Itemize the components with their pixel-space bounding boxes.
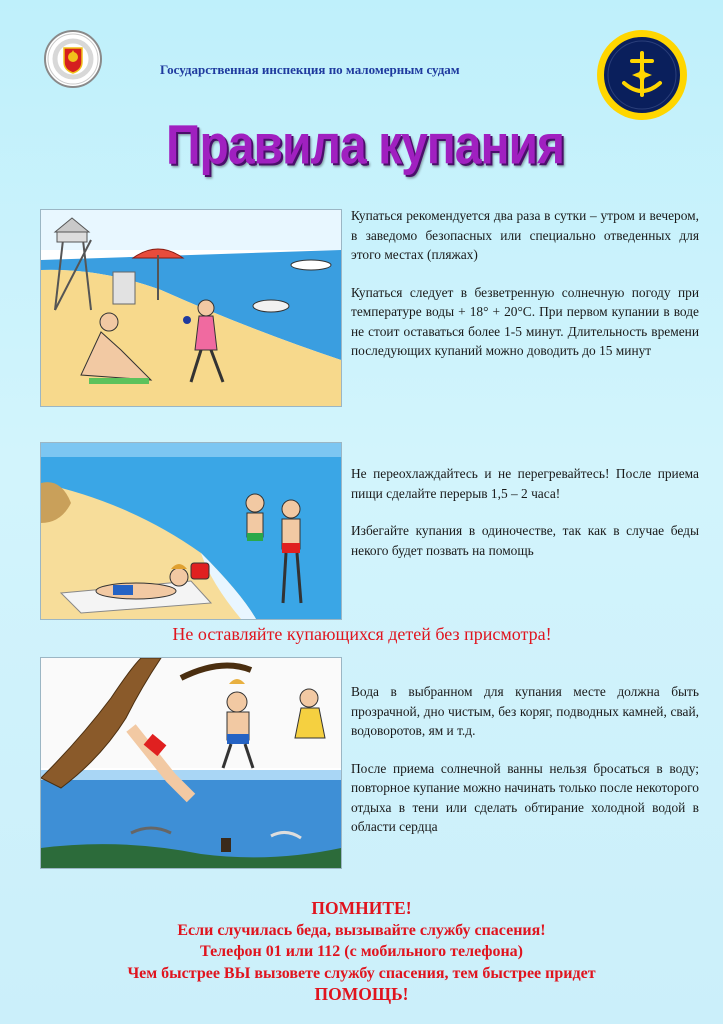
section-3-text xyxy=(351,682,699,837)
page-title: Правила купания xyxy=(166,115,564,176)
section-3-paragraph-1: Вода в выбранном для купания месте должна быть прозрачной, дно чистым, без коряг, подводных камней, свай, водоворотов, ям и т.д. xyxy=(351,684,699,738)
supervision-warning: Не оставляйте купающихся детей без присмотра! xyxy=(172,624,552,644)
footer-remember: ПОМНИТЕ! xyxy=(311,898,412,918)
section-3-paragraph-2: После приема солнечной ванны нельзя бросаться в воду; повторное купание можно начинать только после некоторого отдыха в тени или сделать обтирание холодной водой в области сердца xyxy=(351,760,699,834)
section-2-paragraph-1: Не переохлаждайтесь и не перегревайтесь! После приема пищи сделайте перерыв 1,5 – 2 часа! xyxy=(351,466,699,501)
diving-scene-illustration xyxy=(40,657,342,869)
section-2-text xyxy=(351,464,699,560)
emergency-footer xyxy=(30,898,693,1006)
section-1-paragraph-1: Купаться рекомендуется два раза в сутки – утром и вечером, в заведомо безопасных или специально отведенных для этого местах (пляжах) xyxy=(351,208,699,262)
section-1-text xyxy=(351,206,699,361)
footer-phone-numbers: Телефон 01 или 112 (с мобильного телефона) xyxy=(200,943,523,960)
footer-help: ПОМОЩЬ! xyxy=(314,984,409,1004)
footer-call-rescue: Если случилась беда, вызывайте службу спасения! xyxy=(177,921,546,939)
sunbathing-scene-illustration xyxy=(40,442,342,620)
mchs-emblem-icon xyxy=(44,30,102,88)
section-1-paragraph-2: Купаться следует в безветренную солнечную погоду при температуре воды + 18° + 20°С. При первом купании в воде не стоит оставаться более 1-5 минут. Длительность времени последующих купаний можно доводить до 15 минут xyxy=(351,284,699,358)
section-2-paragraph-2: Избегайте купания в одиночестве, так как в случае беды некого будет позвать на помощь xyxy=(351,523,699,558)
inspection-name: Государственная инспекция по маломерным судам xyxy=(160,62,460,77)
gims-anchor-emblem-icon xyxy=(597,30,687,120)
footer-faster-help: Чем быстрее ВЫ вызовете службу спасения, тем быстрее придет xyxy=(127,964,596,982)
beach-scene-illustration xyxy=(40,209,342,407)
